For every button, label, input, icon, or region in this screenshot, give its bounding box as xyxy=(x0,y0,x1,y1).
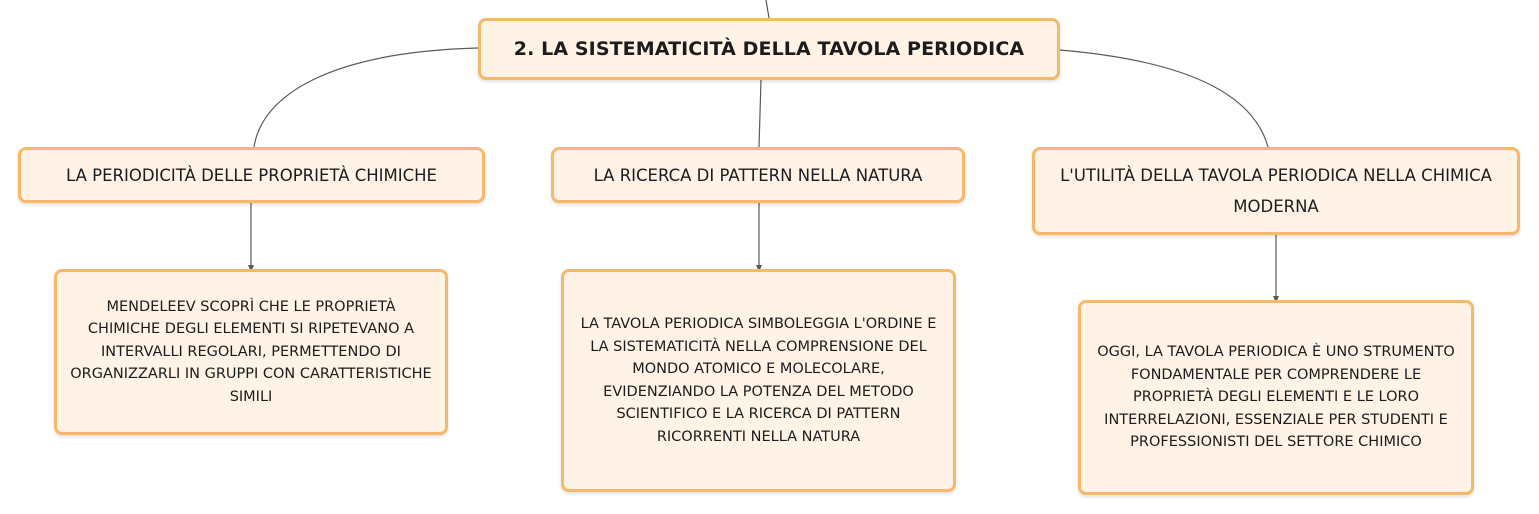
detail-pattern-research[interactable] xyxy=(561,269,956,492)
branch-periodicity-label: LA PERIODICITÀ DELLE PROPRIETÀ CHIMICHE xyxy=(66,165,437,185)
branch-pattern-research[interactable] xyxy=(551,147,965,203)
branch-pattern-research-label: LA RICERCA DI PATTERN NELLA NATURA xyxy=(593,165,923,185)
connector-parent-root xyxy=(766,0,769,18)
detail-periodicity[interactable] xyxy=(54,269,448,435)
detail-pattern-research-text: LA TAVOLA PERIODICA SIMBOLEGGIA L'ORDINE E LA SISTEMATICITÀ NELLA COMPRENSIONE DEL MONDO ATOMICO E MOLECOLARE, EVIDENZIANDO LA POTENZA DEL METODO SCIENTIFICO E LA RICERCA DI PATTERN RICORRENTI NELLA NATURA xyxy=(580,316,937,445)
connector-root-branch-3 xyxy=(1060,50,1268,147)
branch-periodicity[interactable] xyxy=(18,147,485,203)
connector-root-branch-1 xyxy=(254,48,478,147)
root-topic[interactable] xyxy=(478,18,1060,80)
detail-modern-utility-text: OGGI, LA TAVOLA PERIODICA È UNO STRUMENTO FONDAMENTALE PER COMPRENDERE LE PROPRIETÀ DEGLI ELEMENTI E LE LORO INTERRELAZIONI, ESSENZIALE PER STUDENTI E PROFESSIONISTI DEL SETTORE CHIMICO xyxy=(1097,344,1455,451)
detail-periodicity-text: MENDELEEV SCOPRÌ CHE LE PROPRIETÀ CHIMICHE DEGLI ELEMENTI SI RIPETEVANO A INTERVALLI REGOLARI, PERMETTENDO DI ORGANIZZARLI IN GRUPPI CON CARATTERISTICHE SIMILI xyxy=(70,298,432,405)
root-topic-label: 2. LA SISTEMATICITÀ DELLA TAVOLA PERIODICA xyxy=(513,38,1025,60)
connector-root-branch-2 xyxy=(759,80,761,147)
branch-modern-utility[interactable] xyxy=(1032,147,1520,235)
branch-modern-utility-label: L'UTILITÀ DELLA TAVOLA PERIODICA NELLA CHIMICA MODERNA xyxy=(1060,166,1492,216)
detail-modern-utility[interactable] xyxy=(1078,300,1474,495)
